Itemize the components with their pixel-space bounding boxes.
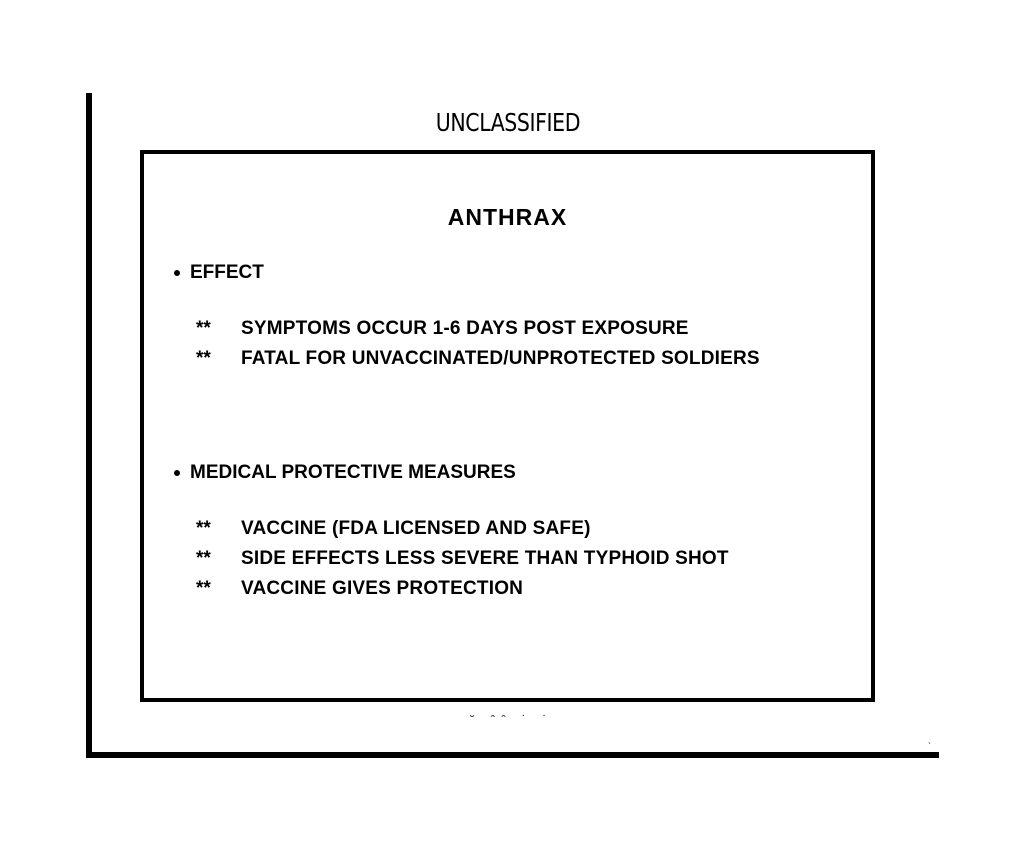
page-frame-left-border bbox=[86, 93, 92, 757]
section-heading-label: EFFECT bbox=[190, 262, 264, 283]
list-item-text: VACCINE (FDA LICENSED AND SAFE) bbox=[241, 518, 591, 539]
slide-panel bbox=[140, 150, 875, 702]
scan-artifact-corner: ˎ bbox=[928, 734, 932, 745]
section-medical-protective-measures bbox=[174, 462, 851, 604]
section-heading bbox=[174, 262, 851, 284]
list-item bbox=[196, 574, 851, 604]
double-asterisk-marker: ** bbox=[196, 318, 211, 339]
list-item-text: SIDE EFFECTS LESS SEVERE THAN TYPHOID SHOT bbox=[241, 548, 729, 569]
list-item bbox=[196, 314, 851, 344]
list-item bbox=[196, 344, 851, 374]
double-asterisk-marker: ** bbox=[196, 548, 211, 569]
section-effect bbox=[174, 262, 851, 374]
item-list bbox=[174, 514, 851, 604]
double-asterisk-marker: ** bbox=[196, 518, 211, 539]
bullet-icon bbox=[174, 270, 180, 276]
double-asterisk-marker: ** bbox=[196, 578, 211, 599]
bullet-icon bbox=[174, 470, 180, 476]
double-asterisk-marker: ** bbox=[196, 348, 211, 369]
list-item-text: VACCINE GIVES PROTECTION bbox=[241, 578, 524, 599]
list-item bbox=[196, 544, 851, 574]
slide-title: ANTHRAX bbox=[447, 204, 568, 230]
list-item-text: SYMPTOMS OCCUR 1-6 DAYS POST EXPOSURE bbox=[241, 318, 689, 339]
list-item bbox=[196, 514, 851, 544]
page-frame-bottom-border bbox=[86, 752, 939, 758]
item-list bbox=[174, 314, 851, 374]
section-heading bbox=[174, 462, 851, 484]
section-heading-label: MEDICAL PROTECTIVE MEASURES bbox=[190, 462, 516, 483]
classification-marking: UNCLASSIFIED bbox=[435, 108, 581, 137]
scan-artifact-marks: ˘ ˆˆ ˙ ˙ bbox=[470, 712, 553, 728]
list-item-text: FATAL FOR UNVACCINATED/UNPROTECTED SOLDIERS bbox=[241, 348, 760, 369]
